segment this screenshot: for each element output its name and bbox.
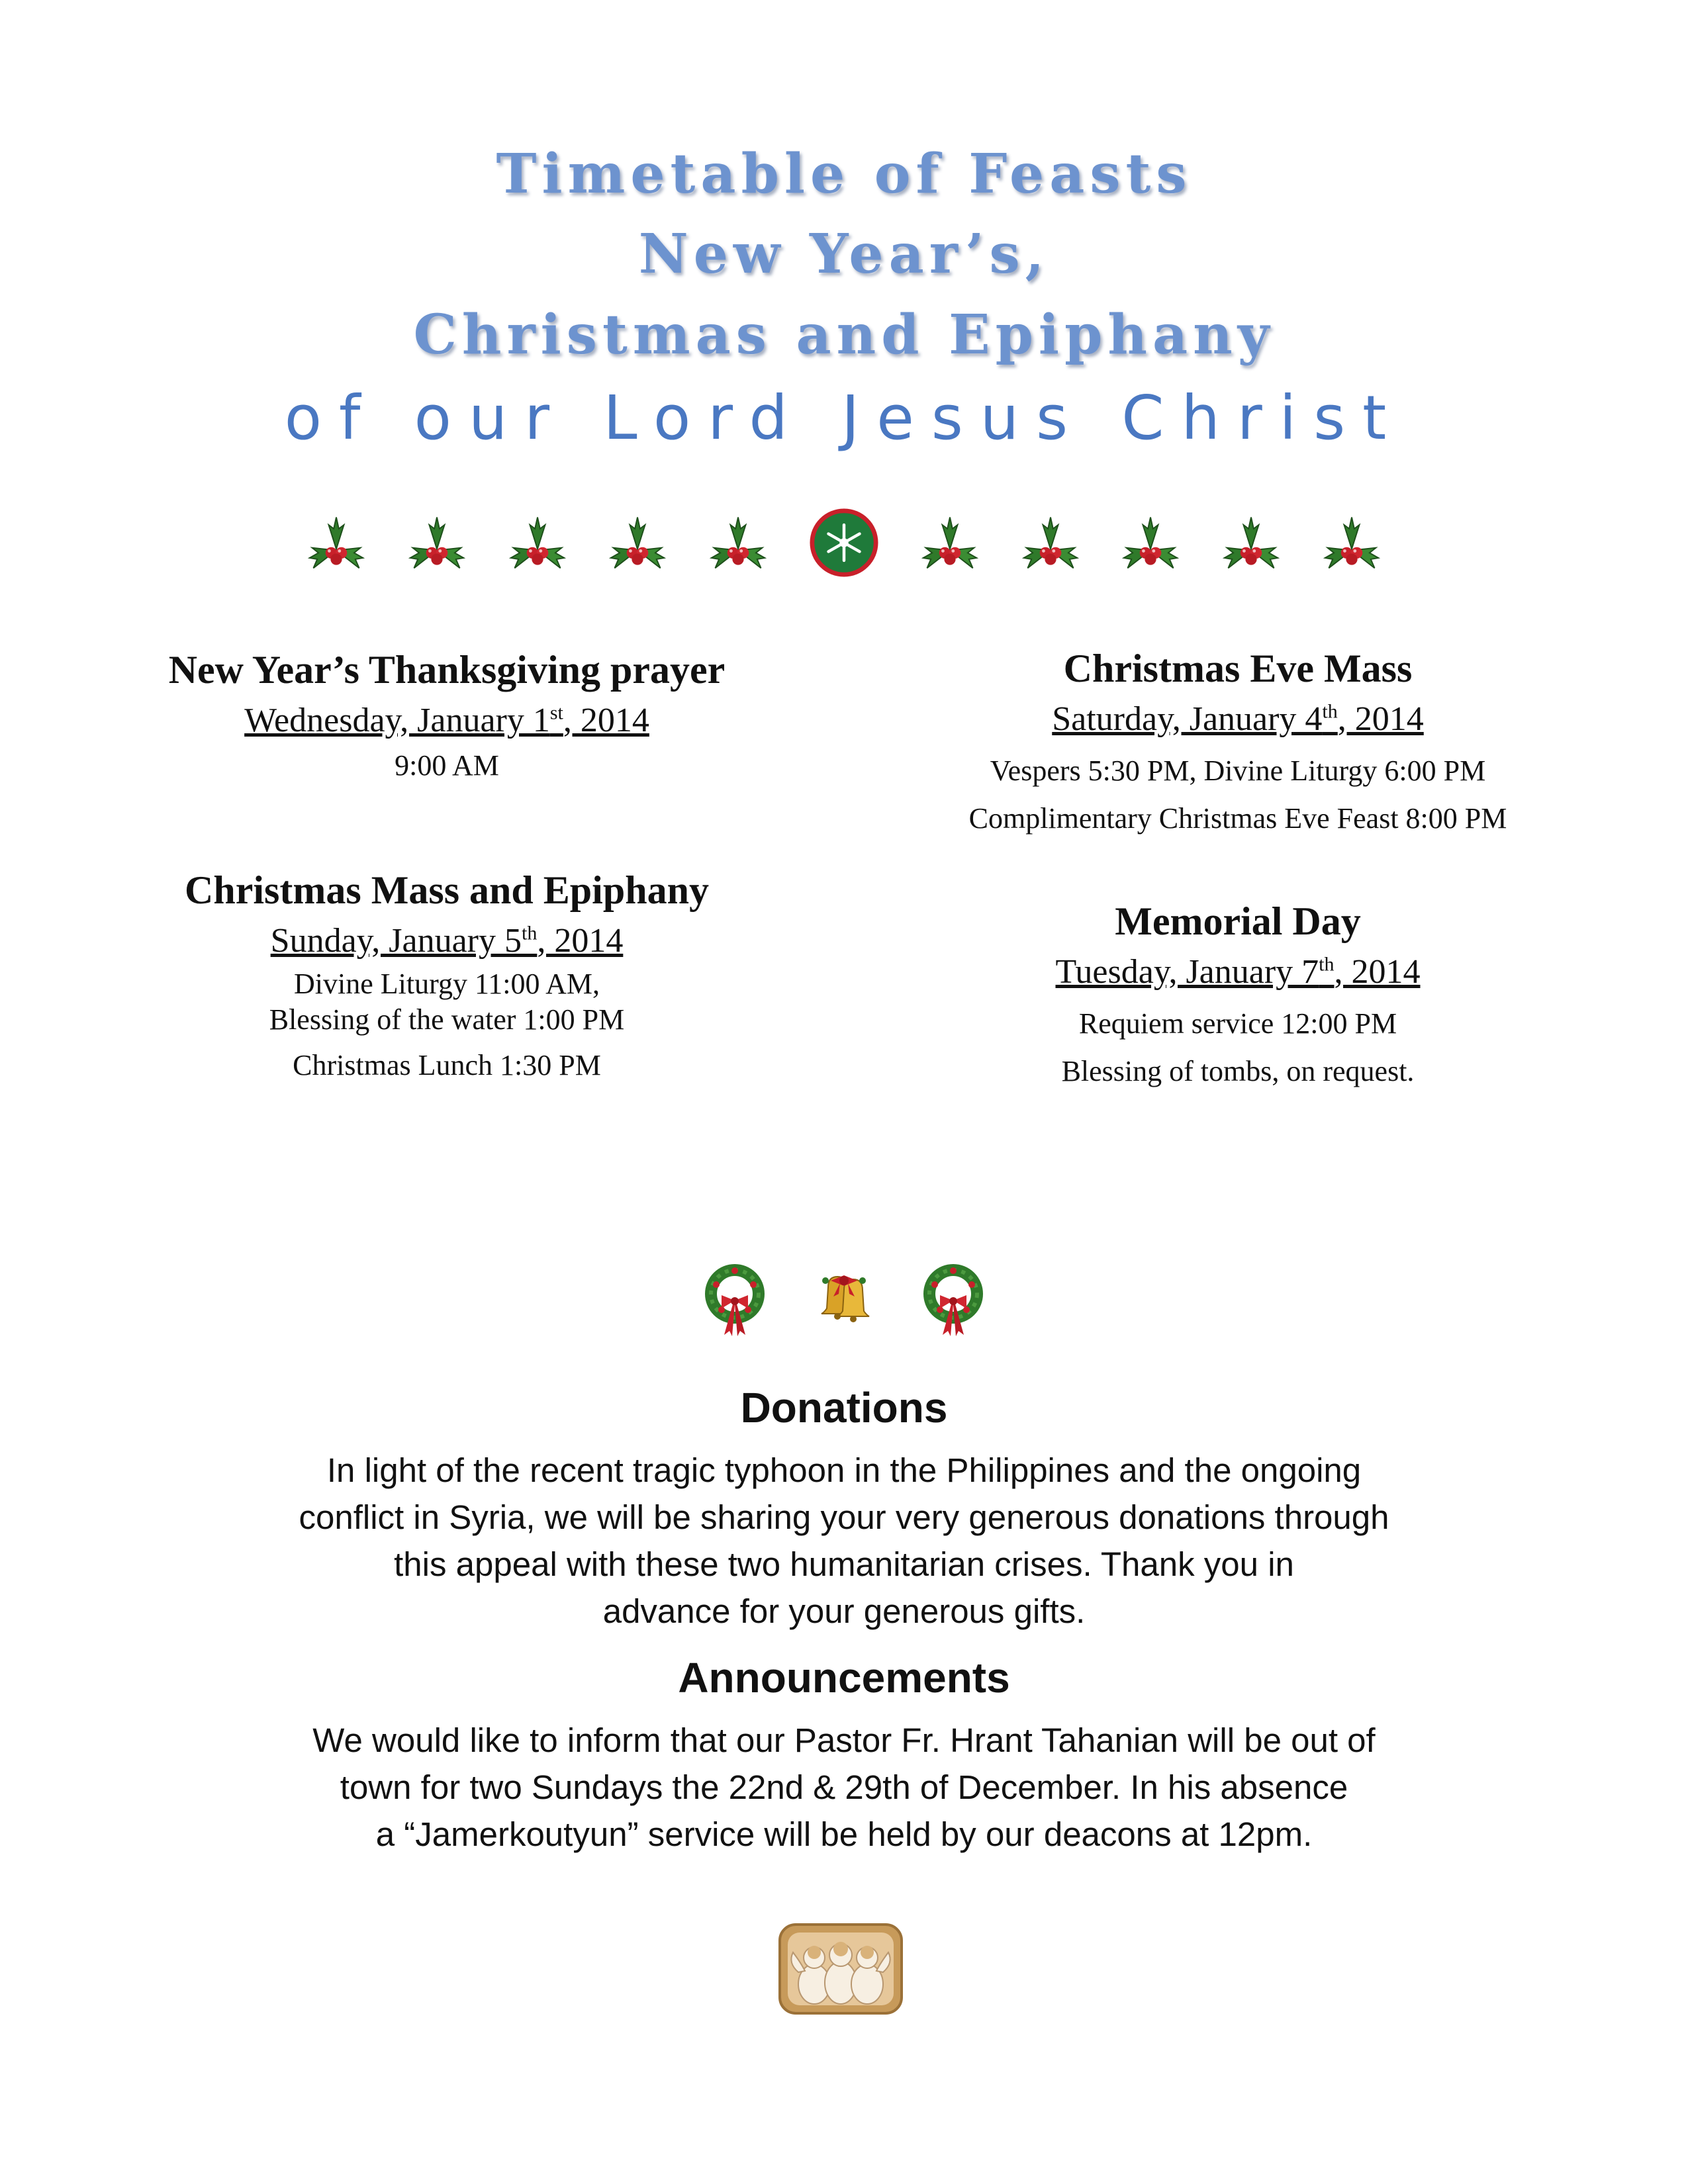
event-title: New Year’s Thanksgiving prayer: [168, 648, 726, 692]
holly-icon: [1019, 511, 1082, 574]
event-line: Christmas Lunch 1:30 PM: [293, 1049, 601, 1081]
holly-icon: [606, 511, 669, 574]
announcement-line: town for two Sundays the 22nd & 29th of December. In his absence: [340, 1768, 1348, 1806]
event-date: Saturday, January 4th, 2014: [1052, 700, 1424, 738]
announcement-line: We would like to inform that our Pastor Fr. Hrant Tahanian will be out of: [312, 1721, 1376, 1759]
event-title: Christmas Eve Mass: [1063, 647, 1413, 690]
title-line-1: Timetable of Feasts: [496, 142, 1192, 206]
donations-line: In light of the recent tragic typhoon in the Philippines and the ongoing: [326, 1451, 1362, 1489]
title-line-2: New Year’s,: [638, 222, 1050, 286]
donations-body: [248, 1447, 1440, 1635]
event-title: Christmas Mass and Epiphany: [185, 868, 709, 912]
ornament-snowflake-icon: [807, 506, 881, 580]
bells-icon: [804, 1267, 884, 1334]
holly-decoration-row: [305, 510, 1383, 576]
event-line: Blessing of the water 1:00 PM: [269, 1003, 625, 1036]
donations-line: advance for your generous gifts.: [602, 1592, 1086, 1630]
wreath-icon: [702, 1261, 768, 1340]
event-line: Blessing of tombs, on request.: [1061, 1055, 1415, 1087]
donations-heading: Donations: [740, 1384, 948, 1432]
donations-line: conflict in Syria, we will be sharing your very generous donations through: [299, 1498, 1389, 1536]
event-memorial-day: [847, 898, 1628, 1095]
title-line-4: of our Lord Jesus Christ: [284, 383, 1404, 453]
holly-icon: [1119, 511, 1182, 574]
event-title: Memorial Day: [1115, 899, 1361, 943]
event-christmas-mass: [56, 867, 837, 1084]
event-christmas-eve: [847, 645, 1628, 842]
title-line-3: Christmas and Epiphany: [413, 303, 1275, 367]
event-line: Complimentary Christmas Eve Feast 8:00 PM: [968, 802, 1507, 835]
event-date: Sunday, January 5th, 2014: [270, 922, 624, 960]
angels-plaque-icon: [776, 1919, 906, 2019]
event-line: Vespers 5:30 PM, Divine Liturgy 6:00 PM: [990, 754, 1486, 787]
holly-icon: [1219, 511, 1283, 574]
event-time: 9:00 AM: [395, 749, 499, 782]
holly-icon: [506, 511, 569, 574]
wreath-decoration-row: [702, 1257, 986, 1343]
donations-line: this appeal with these two humanitarian crises. Thank you in: [394, 1545, 1294, 1583]
event-date: Wednesday, January 1st, 2014: [244, 702, 649, 739]
event-line: Requiem service 12:00 PM: [1078, 1007, 1397, 1040]
announcement-line: a “Jamerkoutyun” service will be held by our deacons at 12pm.: [375, 1815, 1313, 1853]
event-line: Divine Liturgy 11:00 AM,: [294, 968, 600, 1000]
holly-icon: [305, 511, 368, 574]
holly-icon: [1320, 511, 1383, 574]
announcements-heading: Announcements: [678, 1654, 1010, 1702]
holly-icon: [706, 511, 770, 574]
event-new-year: [56, 647, 837, 784]
wreath-icon: [920, 1261, 986, 1340]
event-date: Tuesday, January 7th, 2014: [1055, 953, 1421, 991]
announcements-body: [248, 1717, 1440, 1858]
holly-icon: [918, 511, 982, 574]
holly-icon: [405, 511, 469, 574]
